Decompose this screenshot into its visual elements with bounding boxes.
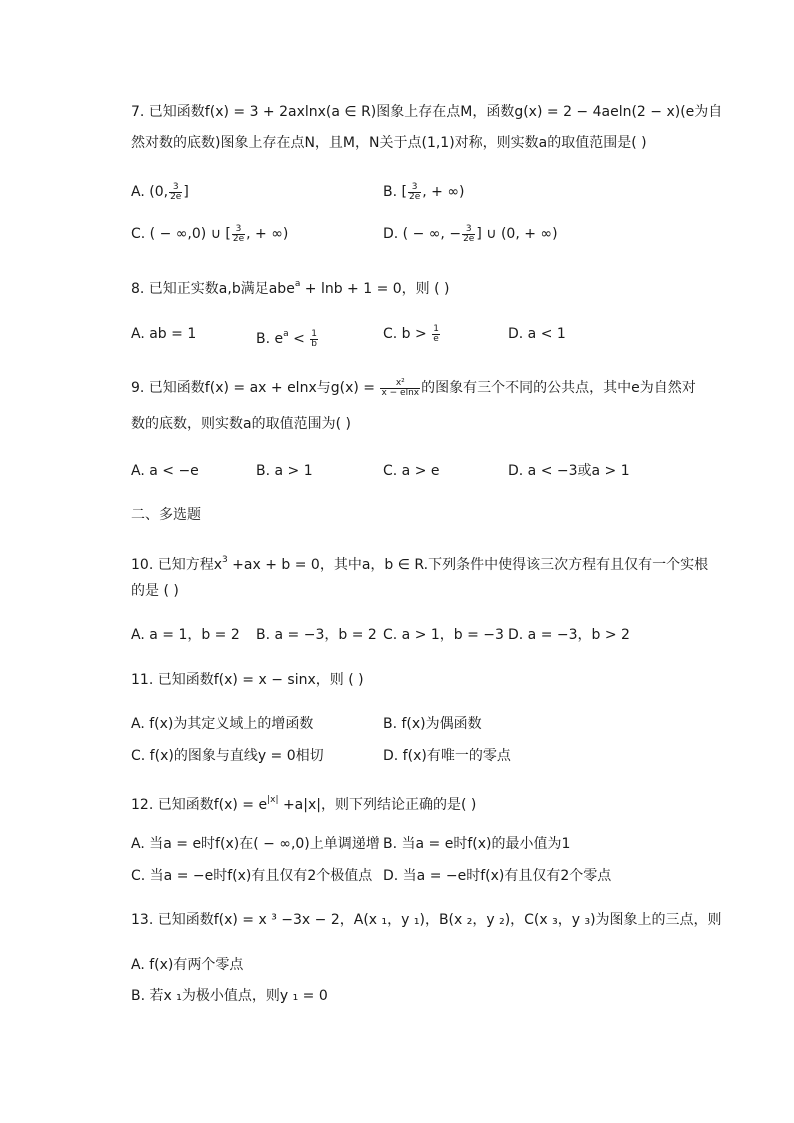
- q9-stem-line2: 数的底数，则实数a的取值范围为( ): [131, 416, 351, 432]
- q9-option-a: A. a < −e: [131, 463, 199, 479]
- q9-option-d: D. a < −3或a > 1: [508, 463, 630, 479]
- q12-option-d: D. 当a = −e时f(x)有且仅有2个零点: [383, 868, 612, 884]
- q10-option-a: A. a = 1，b = 2: [131, 627, 240, 643]
- q11-option-d: D. f(x)有唯一的零点: [383, 748, 511, 764]
- fraction: $\frac{3}{2e}$: [170, 181, 182, 202]
- q7-option-b: B. [ $\frac{3}{2e}$ , + ∞): [383, 181, 465, 202]
- q7-option-d: D. ( − ∞, − $\frac{3}{2e}$ ] ∪ (0, + ∞): [383, 223, 558, 244]
- fraction: $\frac{3}{2e}$: [463, 223, 475, 244]
- q12-option-a: A. 当a = e时f(x)在( − ∞,0)上单调递增: [131, 836, 380, 852]
- fraction: $\frac{1}{b}$: [311, 328, 318, 349]
- q8-stem: 8. 已知正实数a,b满足abe$^a$ + lnb + 1 = 0，则 ( ): [131, 279, 450, 297]
- q13-option-a: A. f(x)有两个零点: [131, 957, 244, 973]
- q10-option-b: B. a = −3，b = 2: [256, 627, 377, 643]
- fraction: $\frac{3}{2e}$: [408, 181, 421, 202]
- q10-stem-line2: 的是 ( ): [131, 583, 179, 599]
- fraction: $\frac{1}{e}$: [433, 323, 439, 344]
- q7-stem-line1: 7. 已知函数f(x) = 3 + 2axlnx(a ∈ R)图象上存在点M，函数g(x) = 2 − 4aeln(2 − x)(e为自: [131, 104, 723, 120]
- q8-option-d: D. a < 1: [508, 326, 566, 342]
- q9-option-b: B. a > 1: [256, 463, 313, 479]
- q7-option-a: A. (0, $\frac{3}{2e}$ ]: [131, 181, 189, 202]
- q9-option-c: C. a > e: [383, 463, 440, 479]
- q13-stem: 13. 已知函数f(x) = x ³ −3x − 2，A(x ₁，y ₁)，B(x ₂，y ₂)，C(x ₃，y ₃)为图象上的三点，则: [131, 912, 722, 928]
- q11-option-a: A. f(x)为其定义域上的增函数: [131, 716, 314, 732]
- section-heading: 二、多选题: [131, 507, 201, 523]
- q8-option-c: C. b > $\frac{1}{e}$: [383, 323, 439, 344]
- q10-option-c: C. a > 1，b = −3: [383, 627, 504, 643]
- q10-option-d: D. a = −3，b > 2: [508, 627, 630, 643]
- q11-option-c: C. f(x)的图象与直线y = 0相切: [131, 748, 324, 764]
- q9-stem-line1: 9. 已知函数f(x) = ax + elnx与g(x) = $\frac{\text{x²}}{x - elnx}$ 的图象有三个不同的公共点，其中e为自然对: [131, 377, 696, 398]
- q10-stem-line1: 10. 已知方程$x^3 +ax + b = 0$，其中a，b ∈ R.下列条件中使得该三次方程有且仅有一个实根: [131, 555, 709, 573]
- q12-stem: 12. 已知函数$f(x) = e^{|x|} +a|x|$，则下列结论正确的是( ): [131, 795, 477, 813]
- q11-stem: 11. 已知函数f(x) = x − sinx，则 ( ): [131, 672, 364, 688]
- q11-option-b: B. f(x)为偶函数: [383, 716, 482, 732]
- q8-option-a: A. ab = 1: [131, 326, 197, 342]
- fraction: $\frac{3}{2e}$: [232, 223, 245, 244]
- q8-option-b: B. $e^a$ < $\frac{1}{b}$: [256, 328, 318, 349]
- q12-option-b: B. 当a = e时f(x)的最小值为1: [383, 836, 571, 852]
- fraction: $\frac{\text{x²}}{x - elnx}$: [381, 377, 420, 398]
- q7-option-c: C. ( − ∞,0) ∪ [ $\frac{3}{2e}$ , + ∞): [131, 223, 289, 244]
- q13-option-b: B. 若x ₁为极小值点，则y ₁ = 0: [131, 988, 328, 1004]
- q7-stem-line2: 然对数的底数)图象上存在点N，且M，N关于点(1,1)对称，则实数a的取值范围是( ): [131, 135, 647, 151]
- q12-option-c: C. 当a = −e时f(x)有且仅有2个极值点: [131, 868, 373, 884]
